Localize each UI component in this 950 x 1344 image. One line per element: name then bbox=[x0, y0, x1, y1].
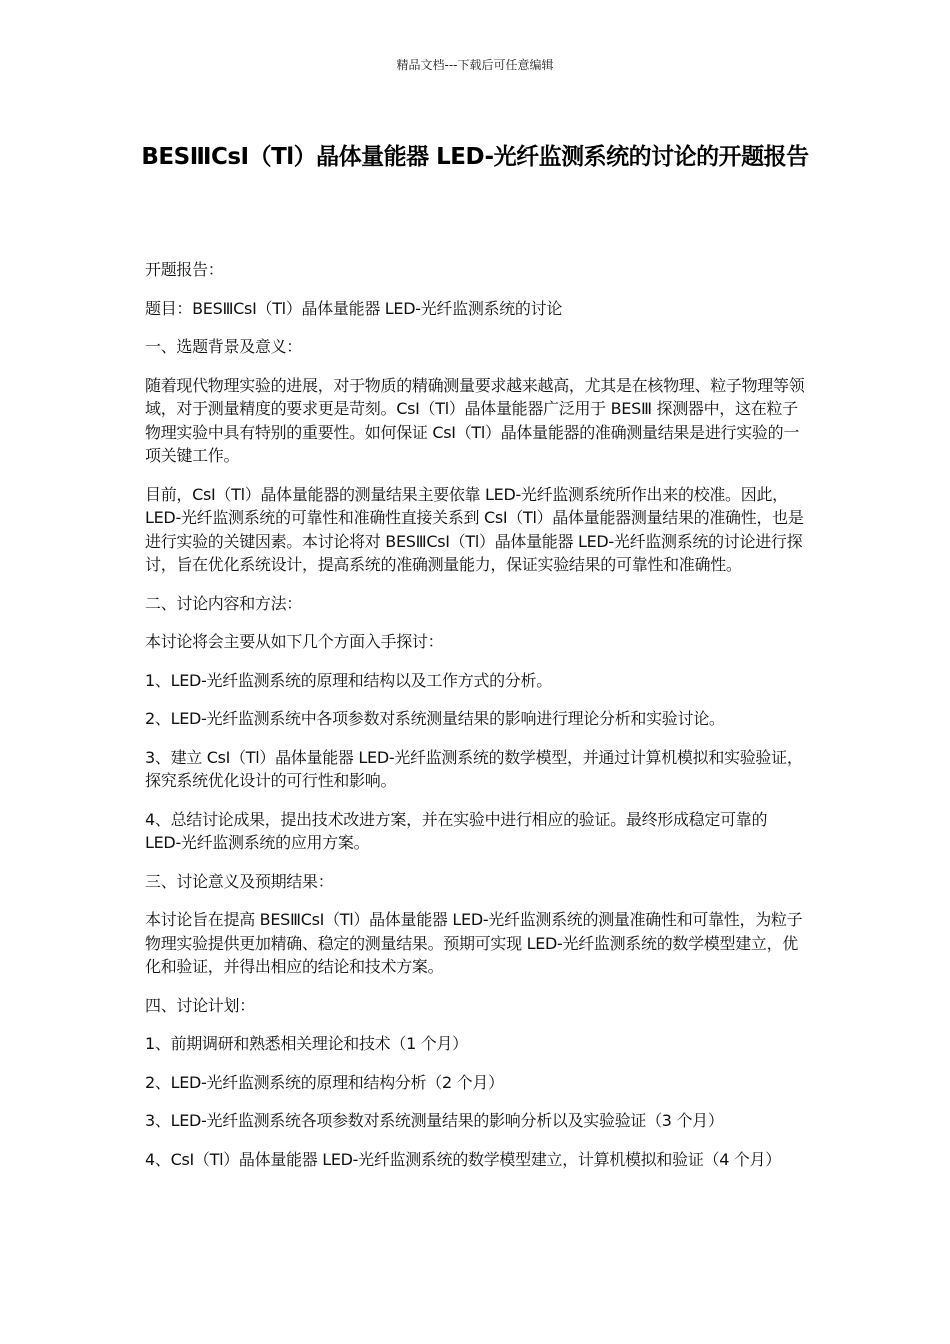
body-paragraph: 本讨论将会主要从如下几个方面入手探讨： bbox=[145, 632, 444, 651]
list-item: 1、LED-光纤监测系统的原理和结构以及工作方式的分析。 bbox=[145, 670, 552, 690]
list-item: 1、前期调研和熟悉相关理论和技术（1 个月） bbox=[145, 1034, 468, 1053]
body-paragraph: 随着现代物理实验的进展，对于物质的精确测量要求越来越高，尤其是在核物理、粒子物理等领域，对于测量精度的要求更是苛刻。CsI（Tl）晶体量能器广泛用于 BESⅢ 探测器中，这在粒子物理实验中具有特别的重要性。如何保证 CsI（Tl）晶体量能器的准确测量结果是进行实验的一项关键工作。 bbox=[145, 375, 805, 465]
document-title: BESⅢCsI（Tl）晶体量能器 LED-光纤监测系统的讨论的开题报告 bbox=[141, 144, 809, 170]
label-proposal: 开题报告： bbox=[145, 260, 224, 279]
list-item: 3、LED-光纤监测系统各项参数对系统测量结果的影响分析以及实验验证（3 个月） bbox=[145, 1111, 724, 1130]
list-item: 4、CsI（Tl）晶体量能器 LED-光纤监测系统的数学模型建立，计算机模拟和验证（4 个月） bbox=[145, 1149, 781, 1169]
section-heading-content: 二、讨论内容和方法： bbox=[145, 593, 303, 613]
list-item: 2、LED-光纤监测系统的原理和结构分析（2 个月） bbox=[145, 1072, 504, 1092]
document-body bbox=[145, 258, 807, 1186]
list-item: 2、LED-光纤监测系统中各项参数对系统测量结果的影响进行理论分析和实验讨论。 bbox=[145, 709, 725, 728]
list-item: 4、总结讨论成果，提出技术改进方案，并在实验中进行相应的验证。最终形成稳定可靠的 LED-光纤监测系统的应用方案。 bbox=[145, 809, 768, 852]
section-heading-significance: 三、讨论意义及预期结果： bbox=[145, 871, 334, 891]
header-note: 精品文档---下载后可任意编辑 bbox=[396, 58, 554, 72]
body-paragraph: 本讨论旨在提高 BESⅢCsI（Tl）晶体量能器 LED-光纤监测系统的测量准确性和可靠性，为粒子物理实验提供更加精确、稳定的测量结果。预期可实现 LED-光纤监测系统的数学模型建立，优化和验证，并得出相应的结论和技术方案。 bbox=[145, 910, 803, 976]
body-paragraph: 目前，CsI（Tl）晶体量能器的测量结果主要依靠 LED-光纤监测系统所作出来的校准。因此，LED-光纤监测系统的可靠性和准确性直接关系到 CsI（Tl）晶体量能器测量结果的准确性，也是进行实验的关键因素。本讨论将对 BESⅢCsI（Tl）晶体量能器 LED-光纤监测系统的讨论进行探讨，旨在优化系统设计，提高系统的准确测量能力，保证实验结果的可靠性和准确性。 bbox=[145, 484, 804, 574]
topic-line: 题目：BESⅢCsI（Tl）晶体量能器 LED-光纤监测系统的讨论 bbox=[145, 298, 563, 318]
list-item: 3、建立 CsI（Tl）晶体量能器 LED-光纤监测系统的数学模型，并通过计算机模拟和实验验证，探究系统优化设计的可行性和影响。 bbox=[145, 747, 803, 790]
section-heading-background: 一、选题背景及意义： bbox=[145, 337, 303, 356]
section-heading-plan: 四、讨论计划： bbox=[145, 995, 255, 1015]
